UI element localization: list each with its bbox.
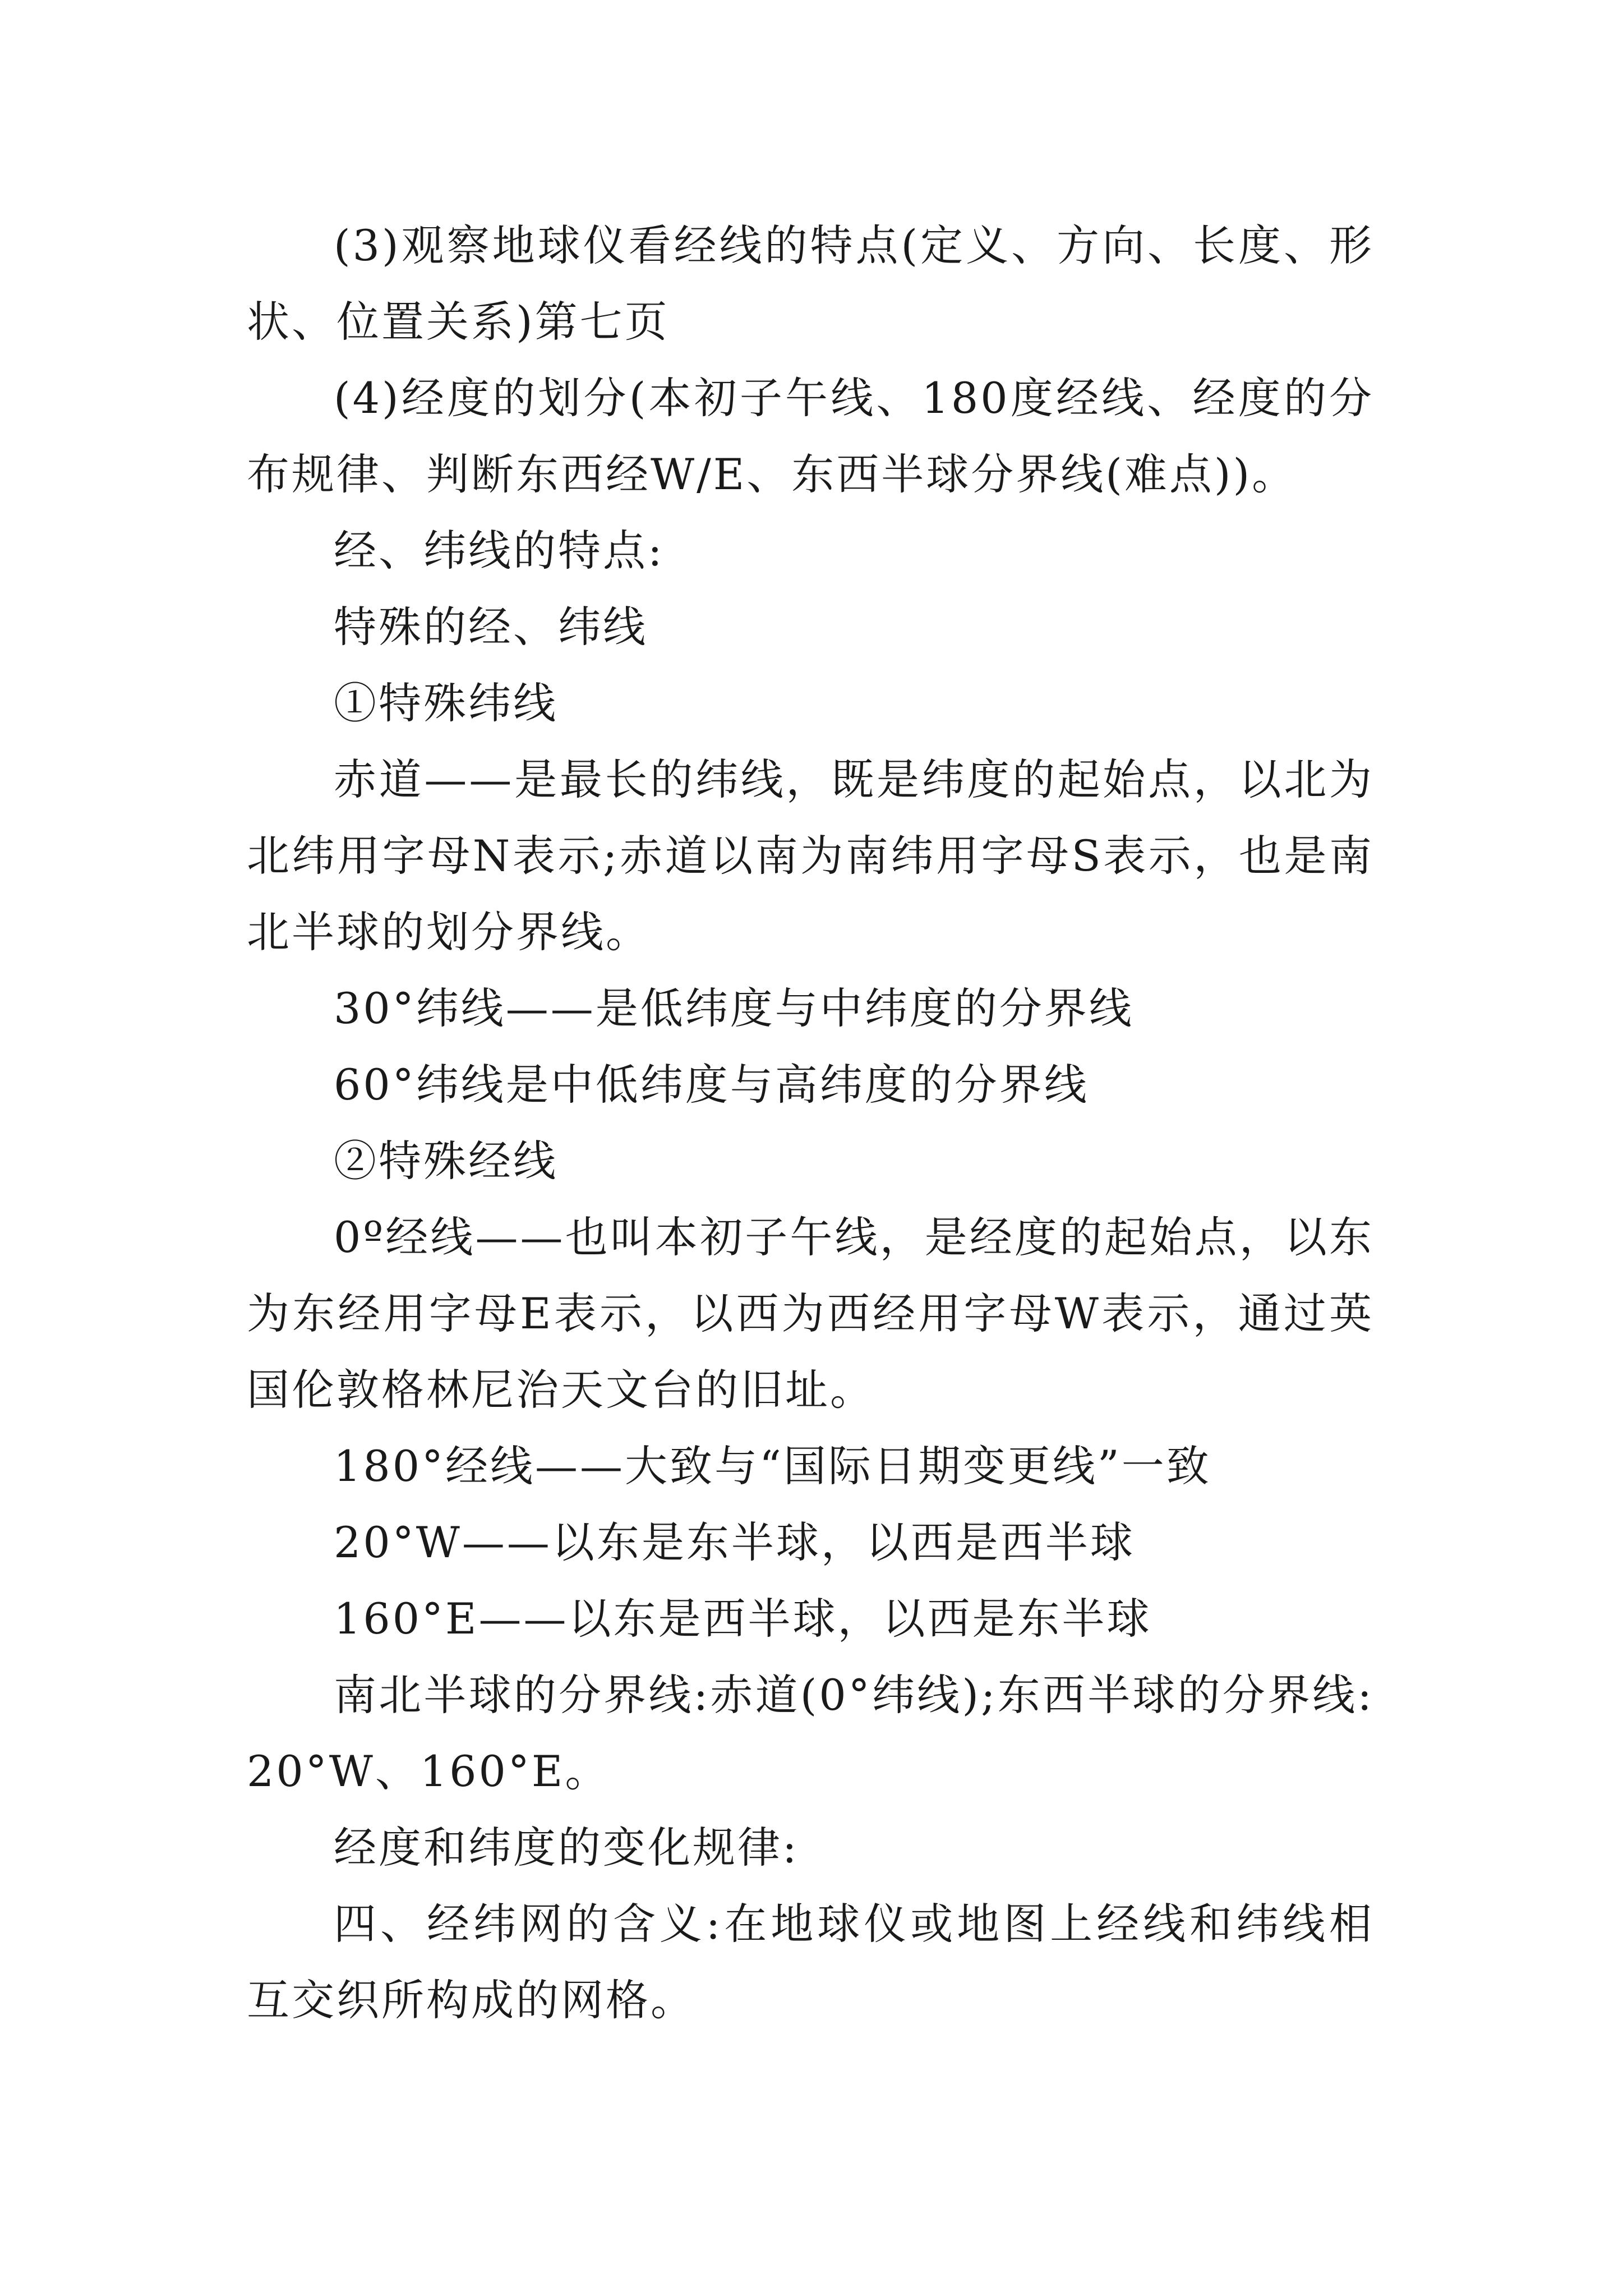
paragraph-hemisphere-boundaries: 南北半球的分界线:赤道(0°纬线);东西半球的分界线:20°W、160°E。 [247, 1670, 1374, 1796]
paragraph-160e-meridian: 160°E——以东是西半球，以西是东半球 [334, 1594, 1152, 1644]
paragraph-special-meridians-heading: ②特殊经线 [334, 1136, 558, 1186]
paragraph-30-degree-parallel: 30°纬线——是低纬度与中纬度的分界线 [334, 983, 1134, 1033]
paragraph-graticule-definition: 四、经纬网的含义:在地球仪或地图上经线和纬线相互交织所构成的网格。 [247, 1899, 1374, 2025]
paragraph-20w-meridian: 20°W——以东是东半球，以西是西半球 [334, 1517, 1135, 1567]
paragraph-variation-rules-heading: 经度和纬度的变化规律: [334, 1823, 799, 1872]
paragraph-longitude-division: (4)经度的划分(本初子午线、180度经线、经度的分布规律、判断东西经W/E、东西半球分界线(难点))。 [247, 373, 1374, 499]
paragraph-60-degree-parallel: 60°纬线是中低纬度与高纬度的分界线 [334, 1060, 1089, 1110]
paragraph-equator: 赤道——是最长的纬线，既是纬度的起始点，以北为北纬用字母N表示;赤道以南为南纬用字母S表示，也是南北半球的划分界线。 [247, 754, 1374, 957]
paragraph-line-features-heading: 经、纬线的特点: [334, 526, 665, 576]
paragraph-prime-meridian: 0º经线——也叫本初子午线，是经度的起始点，以东为东经用字母E表示，以西为西经用字母W表示，通过英国伦敦格林尼治天文台的旧址。 [247, 1212, 1374, 1415]
paragraph-180-meridian: 180°经线——大致与“国际日期变更线”一致 [334, 1441, 1211, 1491]
paragraph-special-lines-heading: 特殊的经、纬线 [334, 602, 648, 652]
document-body [247, 208, 1374, 2039]
paragraph-special-parallels-heading: ①特殊纬线 [334, 678, 558, 728]
paragraph-observe-meridians: (3)观察地球仪看经线的特点(定义、方向、长度、形状、位置关系)第七页 [247, 220, 1374, 347]
